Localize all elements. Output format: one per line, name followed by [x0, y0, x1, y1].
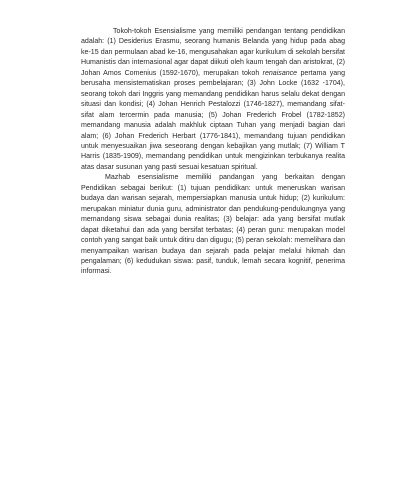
emphasized-term: renaisance	[262, 69, 298, 77]
paragraph-text: pertama yang berusaha mensistematiskan proses pembelajaran; (3) John Locke (1632 -1704), seorang tokoh dari Inggris yang memandang pendidikan harus selalu dekat dengan situasi dan kondisi; (4) Johan Henrich Pestalozzi (1746-1827), memandang sifat-sifat alam tercermin pada manusia; (5) Johan Frederich Frobel (1782-1852) memandang manusia adalah makhluk ciptaan Tuhan yang menjadi bagian dari alam; (6) Johan Frederich Herbart (1776-1841), memandang tujuan pendidikan untuk menyesuaikan jiwa seseorang dengan kebajikan yang mutlak; (7) William T Harris (1835-1909), memandang pendidikan untuk mengizinkan terbukanya realita atas dasar susunan yang pasti sesuai kesatuan spiritual.	[81, 69, 345, 171]
paragraph-essentialism-views: Mazhab esensialisme memiliki pandangan yang berkaitan dengan Pendidikan sebagai berikut: (1) tujuan pendidikan: untuk meneruskan warisan budaya dan warisan sejarah, mempersiapkan manusia untuk hidup; (2) kurikulum: merupakan miniatur dunia guru, administrator dan pendukung-pendukungnya yang memandang siswa sebagai dunia realitas; (3) belajar: ada yang bersifat mutlak dapat diketahui dan ada yang bersifat terbatas; (4) peran guru: merupakan model contoh yang sangat baik untuk ditiru dan digugu; (5) peran sekolah: memelihara dan menyampaikan warisan budaya dan sejarah pada pelajar melalui hikmah dan pengalaman; (6) kedudukan siswa: pasif, tunduk, lemah secara kognitif, penerima informasi.	[81, 174, 345, 276]
paragraph-text: Tokoh-tokoh Esensialisme yang memiliki pendangan tentang pendidikan adalah: (1) Desiderius Erasmu, seorang humanis Belanda yang hidup pada abag ke-15 dan permulaan abad ke-16, mengusahakan agar kurikulum di sekolah bersifat Humanistis dan internasional agar dapat diikuti oleh kaum tengah dan aristokrat, (2) Johan Amos Comenius (1592-1670), merupakan tokoh	[81, 28, 345, 77]
paragraph-essentialism-figures	[81, 27, 345, 173]
document-body	[81, 27, 345, 278]
